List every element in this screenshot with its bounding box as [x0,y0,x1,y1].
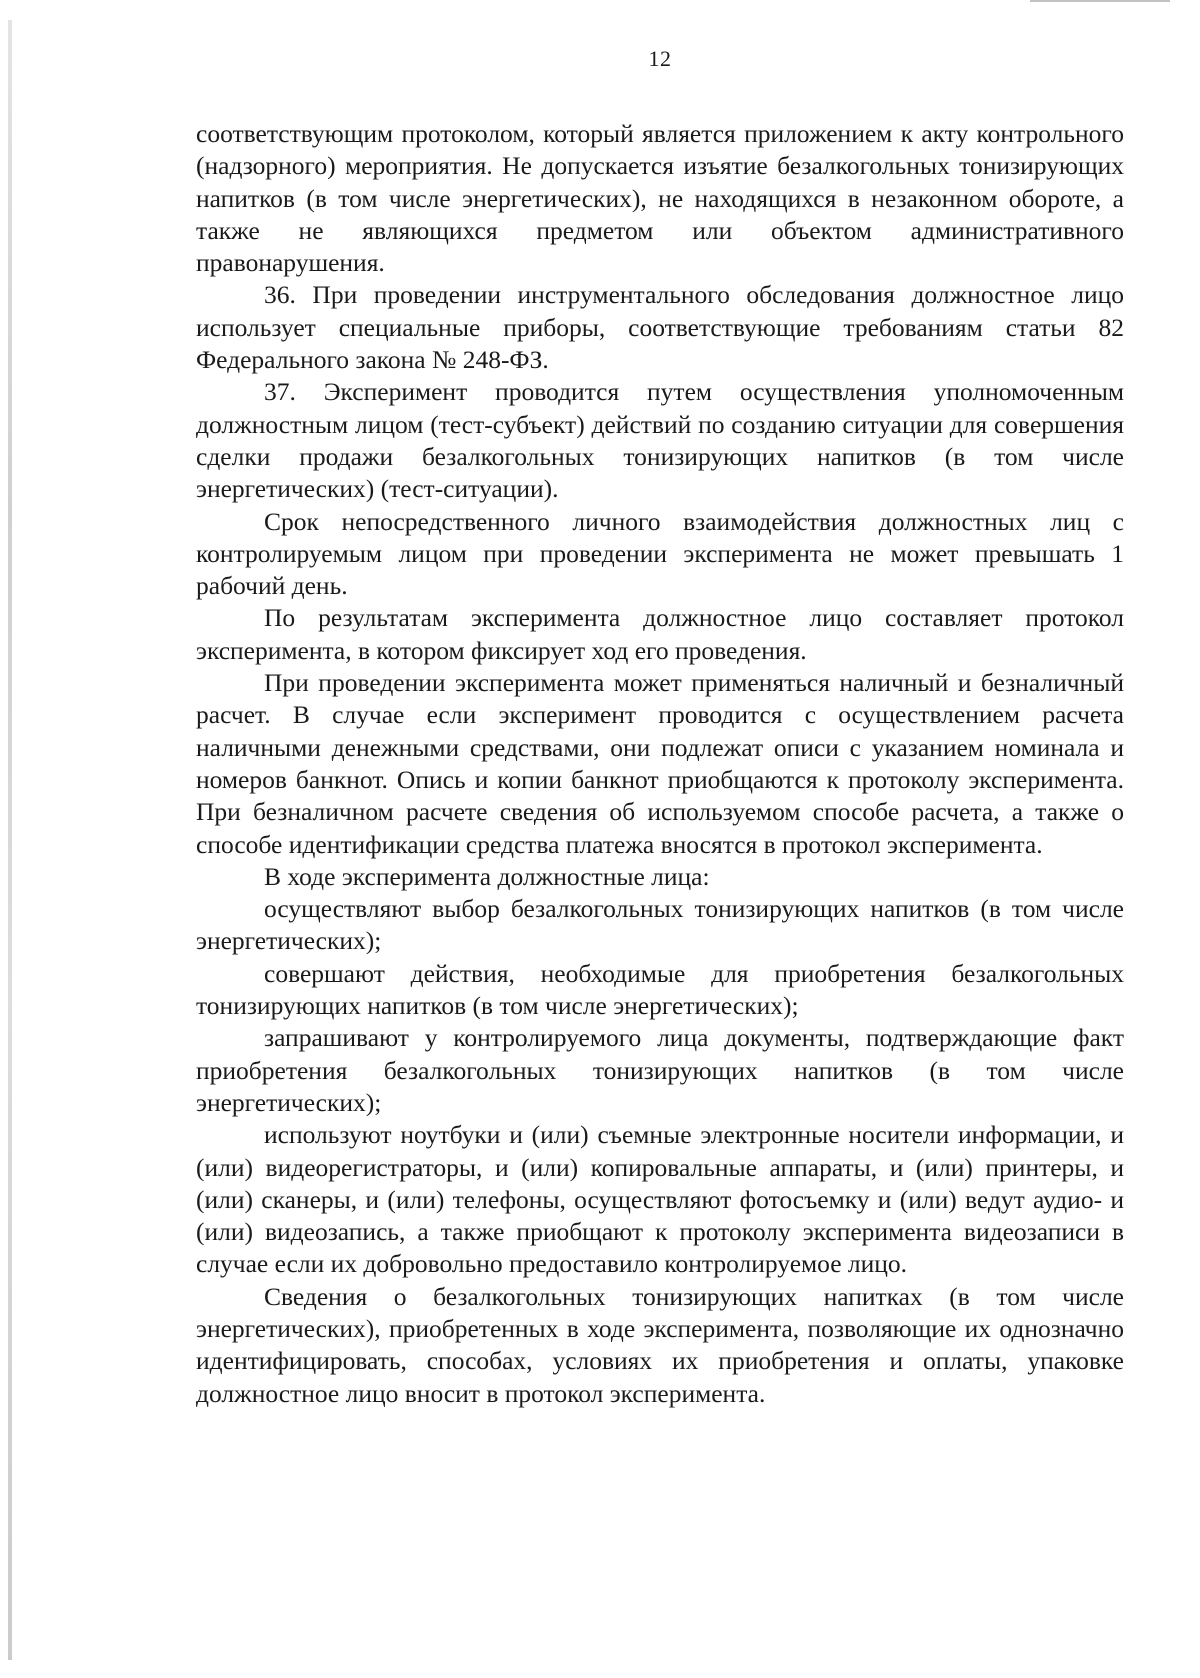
list-item-devices: используют ноутбуки и (или) съемные электронные носители информации, и (или) видеорегистраторы, и (или) копировальные аппараты, и (или) принтеры, и (или) сканеры, и (или) телефоны, осуществляют фотосъемку и (или) ведут аудио- и (или) видеозапись, а также приобщают к протоколу эксперимента видеозаписи в случае если их добровольно предоставило контролируемое лицо. [196,1120,1124,1279]
paragraph-information: Сведения о безалкогольных тонизирующих напитках (в том числе энергетических), приобретенных в ходе эксперимента, позволяющие их однозначно идентифицировать, способах, условиях их приобретения и оплаты, упаковке должностное лицо вносит в протокол эксперимента. [196,1281,1124,1408]
list-item-purchase: совершают действия, необходимые для приобретения безалкогольных тонизирующих напитков (в том числе энергетических); [196,958,1124,1021]
paragraph-item-36: 36. При проведении инструментального обследования должностное лицо использует специальные приборы, соответствующие требованиям статьи 82 Федерального закона № 248-ФЗ. [196,280,1124,375]
page-number: 12 [648,46,672,71]
scan-binding-edge [8,20,12,1660]
document-body [196,118,1124,1410]
paragraph-continuation: соответствующим протоколом, который является приложением к акту контрольного (надзорного) мероприятия. Не допускается изъятие безалкогольных тонизирующих напитков (в том числе энергетических), не находящихся в незаконном обороте, а также не являющихся предметом или объектом административного правонарушения. [196,119,1124,278]
paragraph-item-37: 37. Эксперимент проводится путем осуществления уполномоченным должностным лицом (тест-субъект) действий по созданию ситуации для совершения сделки продажи безалкогольных тонизирующих напитков (в том числе энергетических) (тест-ситуации). [196,377,1124,504]
list-item-documents: запрашивают у контролируемого лица документы, подтверждающие факт приобретения безалкогольных тонизирующих напитков (в том числе энергетических); [196,1023,1124,1117]
list-item-selection: осуществляют выбор безалкогольных тонизирующих напитков (в том числе энергетических); [196,894,1124,956]
paragraph-duration: Срок непосредственного личного взаимодействия должностных лиц с контролируемым лицом при проведении эксперимента не может превышать 1 рабочий день. [196,506,1124,601]
scan-top-edge [1030,0,1170,2]
paragraph-actions-intro: В ходе эксперимента должностные лица: [264,861,710,891]
paragraph-payment: При проведении эксперимента может применяться наличный и безналичный расчет. В случае если эксперимент проводится с осуществлением расчета наличными денежными средствами, они подлежат описи с указанием номинала и номеров банкнот. Опись и копии банкнот приобщаются к протоколу эксперимента. При безналичном расчете сведения об используемом способе расчета, а также о способе идентификации средства платежа вносятся в протокол эксперимента. [196,668,1124,859]
paragraph-protocol: По результатам эксперимента должностное лицо составляет протокол эксперимента, в котором фиксирует ход его проведения. [196,603,1124,665]
